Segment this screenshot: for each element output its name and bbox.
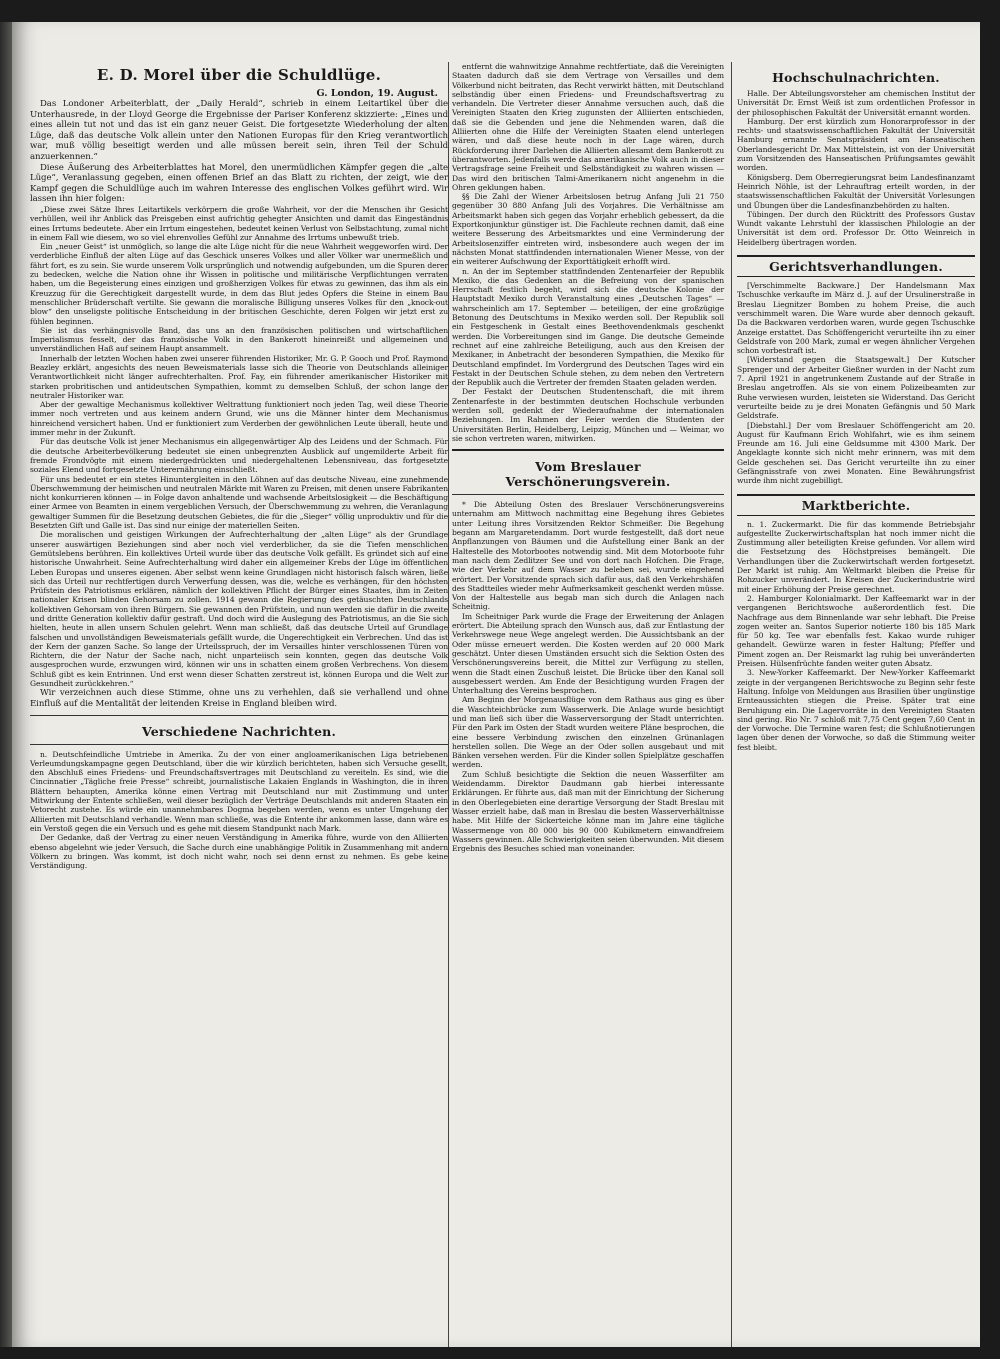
column-left [30, 62, 448, 870]
news-paragraph: [Diebstahl.] Der vom Breslauer Schöffengericht am 20. August für Kaufmann Erich Wohlfahrt, wie es ihm seinem Freunde am 16. Juli eine Geldsumme mit 4300 Mark. Der Angeklagte konnte sich nicht mehr erinnern, was mit dem Gelde geschehen sei. Das Gericht verurteilte ihn zu einer Gefängnisstrafe von zwei Monaten. Eine Bewährungsfrist wurde ihm nicht zugebilligt. [737, 420, 975, 486]
article-paragraph: Für das deutsche Volk ist jener Mechanismus ein allgegenwärtiger Alp des Leidens und der Schmach. Für die deutsche Arbeiterbevölkerung bedeutet sie einen unbegrenzten Ausblick auf ungemilderte Arbeit für fremde Frondvögte mit einem niedergedrückten und niedergehaltenen Lebensniveau, das fortgesetzte soziales Elend und fortgesetzte Unterernährung einschließt. [30, 437, 448, 475]
news-paragraph: Tübingen. Der durch den Rücktritt des Professors Gustav Wundt vakante Lehrstuhl der klassischen Philologie an der Universität ist dem ord. Professor Dr. Otto Weinreich in Heidelberg übertragen worden. [737, 209, 975, 247]
article-paragraph: „Diese zwei Sätze Ihres Leitartikels verkörpern die große Wahrheit, vor der die Menschen ihr Gesicht verhüllen, weil ihr Anblick das Preisgeben einst aufrichtig gehegter Ansichten und damit das Eingeständnis eines Irrtums bedeutete. Aber ein Irrtum eingestehen, bedeutet keinen Verlust von Selbstachtung, zumal nicht in einem Fall wie diesem, wo so viel ehrenvolles Gefühl zur Annahme des Irrtums unbewußt trieb. [30, 204, 448, 242]
section-heading: Vom Breslauer Verschönerungsverein. [505, 459, 671, 490]
news-paragraph: Der Gedanke, daß der Vertrag zu einer neuen Verständigung in Amerika führe, wurde von den Alliierten ebenso abgelehnt wie jeder Versuch, die Sache durch eine unabhängige Politik in Zusammenhang mit andern Völkern zu bringen. Was kommt, ist doch nicht wahr, noch sei denn ernst zu nehmen. Es gebe keine Verständigung. [30, 833, 448, 871]
newspaper-page [12, 22, 980, 1347]
news-paragraph: Halle. Der Abteilungsvorsteher am chemischen Institut der Universität Dr. Ernst Weiß ist zum ordentlichen Professor in der philosophischen Fakultät der Universität ernannt worden. [737, 89, 975, 117]
article-paragraph: Zum Schluß besichtigte die Sektion die neuen Wasserfilter am Weidendamm. Direktor Daudmann gab hierbei interessante Erklärungen. Er führte aus, daß man mit der Einrichtung der Sicherung in den Oberlegebieten eine derartige Versorgung der Stadt Breslau mit Wasser erzielt habe, daß man in Breslau die besten Wasserverhältnisse habe. Mit Hilfe der Sickerteiche könne man im Jahre eine tägliche Wassermenge von 80 000 bis 90 000 Kubikmetern einwandfreiem Wassers gewinnen. Alle Schwierigkeiten seien überwunden. Mit diesem Ergebnis des Besuches schied man voneinander. [452, 769, 724, 854]
article-paragraph: Im Scheitniger Park wurde die Frage der Erweiterung der Anlagen erörtert. Die Abteilung sprach den Wunsch aus, daß zur Entlastung der Verkehrswege neue Wege angelegt werden. Die Aussichtsbank an der Oder müsse erneuert werden. Die Kosten werden auf 20 000 Mark geschätzt. Unter diesen Umständen ersucht sich die Sektion Osten des Verschönerungsvereins bereit, die Mittel zur Verfügung zu stellen, wenn die Stadt einen Zuschuß leistet. Die Brücke über den Kanal soll ausgebessert werden. Am Ende der Besichtigung wurden Fragen der Unterhaltung des Vereins besprochen. [452, 611, 724, 696]
article-paragraph: Das Londoner Arbeiterblatt, der „Daily Herald“, schrieb in einem Leitartikel über die Unterhausrede, in der Lloyd George die Ergebnisse der Pariser Konferenz skizzierte: „Eines und eines allein tut not und das ist ein ganz neuer Geist. Die fortgesetzte Wiederholung der alten Lüge, daß das deutsche Volk allein unter den Nationen Europas für den Krieg verantwortlich war, muß völlig beseitigt werden und alle müssen bereit sein, ihren Teil der Schuld anzuerkennen.“ [30, 99, 448, 162]
news-paragraph: Hamburg. Der erst kürzlich zum Honorarprofessor in der rechts- und staatswissenschaftlichen Fakultät der Universität Hamburg ernannte Senatspräsident am Hanseatischen Oberlandesgericht Dr. Max Mittelstein, ist von der Universität zum Vorsitzenden des Hanseatischen Prüfungsamtes gewählt worden. [737, 116, 975, 173]
section-rule [30, 744, 448, 745]
article-paragraph: Innerhalb der letzten Wochen haben zwei unserer führenden Historiker, Mr. G. P. Gooch und Prof. Raymond Beazley erklärt, angesichts des neuen Beweismaterials lasse sich die Theorie von Deutschlands alleiniger Verantwortlichkeit nicht länger aufrechterhalten. Prof. Fay, ein führender amerikanischer Historiker mit starken probritischen und antideutschen Sympathien, kommt zu demselben Schluß, der schon lange der neutraler Historiker war. [30, 353, 448, 400]
column-middle [452, 62, 724, 853]
market-paragraph: n. 1. Zuckermarkt. Die für das kommende Betriebsjahr aufgestellte Zuckerwirtschaftsplan hat noch immer nicht die Zustimmung aller beteiligten Kreise gefunden. Vor allem wird die Festsetzung des Höchstpreises bemängelt. Die Verhandlungen über die Zuckerwirtschaft werden fortgesetzt. Der Markt ist ruhig. Am Weltmarkt bleiben die Preise für Rohzucker unverändert. In Kreisen der Zuckerindustrie wird mit einer Erhöhung der Preise gerechnet. [737, 519, 975, 594]
section-heading: Marktberichte. [737, 494, 975, 516]
column-right [737, 62, 975, 752]
article-headline: E. D. Morel über die Schuldlüge. [96, 66, 382, 84]
article-paragraph: Für uns bedeutet er ein stetes Hinuntergleiten in den Löhnen auf das deutsche Niveau, eine zunehmende Überschwemmung der heimischen und neutralen Märkte mit Waren zu Preisen, mit denen unsere Fabrikanten nicht konkurrieren können — in Folge davon anhaltende und wachsende Arbeitslosigkeit — die Beschäftigung einer Armee von Beamten in einem vergeblichen Versuch, der Überschwemmung zu wehren, die Veranlagung gewaltiger Summen für die Besetzung deutschen Gebietes, die für die „Sieger“ völlig unproduktiv und für die Besetzten Gift und Galle ist. Das sind nur einige der materiellen Seiten. [30, 474, 448, 531]
section-heading: Hochschulnachrichten. [772, 70, 940, 85]
section-heading: Gerichtsverhandlungen. [737, 255, 975, 277]
news-paragraph: §§ Die Zahl der Wiener Arbeitslosen betrug Anfang Juli 21 750 gegenüber 30 880 Anfang Juli des Vorjahres. Die Verhältnisse am Arbeitsmarkt haben sich gegen das Vorjahr erheblich gebessert, da die Exportkonjunktur günstiger ist. Die Fachleute rechnen damit, daß eine weitere Besserung des Arbeitsmarktes und eine Verminderung der Arbeitslosenziffer eintreten wird, insbesondere auch wegen der im nächsten Monat stattfindenden internationalen Wiener Messe, von der ein weiterer Aufschwung der Exporttätigkeit erhofft wird. [452, 192, 724, 267]
section-rule [452, 494, 724, 495]
article-paragraph: * Die Abteilung Osten des Breslauer Verschönerungsvereins unternahm am Mittwoch nachmittag eine Begehung ihres Gebietes unter Leitung ihres Vorsitzenden Rektor Schmeißer. Die Begehung begann am Margaretendamm. Dort wurde festgestellt, daß dort neue Anpflanzungen von Bäumen und die Aufstellung einer Bank an der Haltestelle des Motorbootes notwendig sind. Mit dem Motorboote fuhr man nach dem Zedlitzer See und von dort nach Hofchen. Die Frage, wie der Verkehr auf dem Wasser zu beleben sei, wurde eingehend erörtert. Der Vorsitzende sprach sich dafür aus, daß den Verkehrshäfen des Stadtteiles wieder mehr Aufmerksamkeit geschenkt werden müsse. Von der Haltestelle aus begab man sich durch die Anlagen nach Scheitnig. [452, 500, 724, 612]
section-rule [30, 715, 448, 716]
article-paragraph: Aber der gewaltige Mechanismus kollektiver Weltrattung funktioniert noch jeden Tag, weil diese Theorie immer noch vertreten und aus keinem andern Grund, wie uns die Männer hinter dem Mechanismus hinreichend versichert haben. Und er funktioniert zum Verderben der gewöhnlichen Leute überall, heute und immer mehr in der Zukunft. [30, 400, 448, 438]
article-paragraph: Ein „neuer Geist“ ist unmöglich, so lange die alte Lüge nicht für die neue Wahrheit weggeworfen wird. Der verderbliche Einfluß der alten Lüge auf das Geschick unseres Volkes und aller Völker war unermeßlich und fährt fort, es zu sein. Sie wurde unserem Volk ursprünglich und notwendig aufgebunden, um die Spuren derer zu bedecken, welche die Nation ohne ihr Wissen in politische und militärische Verpflichtungen verraten haben, um die Begeisterung eines einzigen und großherzigen Volkes für etwas zu gewinnen, das ihm als ein Kreuzzug für die Gerechtigkeit dargestellt wurde, in dem das Blut jedes Opfers die Steine in einem Bau menschlicher Brüderschaft vertilte. Sie gewann die moralische Billigung unseres Volkes für den „knock-out blow“ den unseligste politische Entscheidung in der britischen Geschichte, deren Folgen wir jetzt erst zu fühlen beginnen. [30, 242, 448, 326]
news-paragraph: Königsberg. Dem Oberregierungsrat beim Landesfinanzamt Heinrich Nöhle, ist der Lehrauftrag erteilt worden, in der staatswissenschaftlichen Fakultät der Universität Vorlesungen und Übungen über die Landesfinanzbehörden zu halten. [737, 172, 975, 210]
news-paragraph: [Widerstand gegen die Staatsgewalt.] Der Kutscher Sprenger und der Arbeiter Gießner wurden in der Nacht zum 7. April 1921 in angetrunkenem Zustande auf der Straße in Breslau angetroffen. Als sie von einem Polizeibeamten zur Ruhe verwiesen wurden, leisteten sie Widerstand. Das Gericht verurteilte beide zu je drei Monaten Gefängnis und 50 Mark Geldstrafe. [737, 355, 975, 421]
market-paragraph: 2. Hamburger Kolonialmarkt. Der Kaffeemarkt war in der vergangenen Berichtswoche außerordentlich fest. Die Nachfrage aus dem Binnenlande war sehr lebhaft. Die Preise zogen weiter an. Santos Superior notierte 180 bis 185 Mark für 50 kg. Tee war ebenfalls fest. Kakao wurde ruhiger gehandelt. Gewürze waren in fester Haltung; Pfeffer und Piment zogen an. Der Reismarkt lag ruhig bei unveränderten Preisen. Hülsenfrüchte fanden weiter guten Absatz. [737, 593, 975, 669]
article-paragraph: Wir verzeichnen auch diese Stimme, ohne uns zu verhehlen, daß sie verhallend und ohne Einfluß auf die Mentalität der leitenden Kreise in England bleiben wird. [30, 688, 448, 709]
column-divider [731, 62, 732, 1347]
column-divider [448, 62, 449, 1347]
section-heading: Verschiedene Nachrichten. [141, 723, 337, 739]
news-paragraph: [Verschimmelte Backware.] Der Handelsmann Max Tschuschke verkaufte im März d. J. auf der Ursulinerstraße in Breslau Liegnitzer Bomben zu hohem Preise, die auch verschimmelt waren. Die Ware wurde aber dennoch gekauft. Da die Backwaren verdorben waren, wurde gegen Tschuschke Anzeige erstattet. Das Schöffengericht verurteilte ihn zu einer Geldstrafe von 200 Mark, zumal er wegen ähnlicher Vergehen schon vorbestraft ist. [737, 281, 975, 356]
news-paragraph: entfernt die wahnwitzige Annahme rechtfertiate, daß die Vereinigten Staaten dadurch daß sie dem Vertrage von Versailles und dem Völkerbund nicht beitraten, das Recht verwirkt hätten, mit Deutschland selbständig über einen Friedens- und Freundschaftsvertrag zu verhandeln. Die Vertreter dieser Annahme versuchen auch, daß die Vereinigten Staaten den Krieg zugunsten der Alliierten entschieden, daß sie die Gebenden und jene die Nehmenden waren, daß die Alliierten ohne die Hilfe der Vereinigten Staaten elend unterlegen wären, und daß diese heute noch in der Lage wären, durch Rückforderung ihrer Darlehen die Alliierten allesamt dem Bankerott zu überantworten. Jedenfalls werde das amerikanische Volk auch in dieser Vertragsfrage seine Freiheit und Selbständigkeit zu wahren wissen — Das wird den britischen Talmi-Amerikanern nicht angenehm in die Ohren geklungen haben. [452, 62, 724, 192]
market-paragraph: 3. New-Yorker Kaffeemarkt. Der New-Yorker Kaffeemarkt zeigte in der vergangenen Berichtswoche zu Beginn sehr feste Haltung. Infolge von Meldungen aus Brasilien über ungünstige Ernteaussichten stiegen die Preise. Später trat eine Beruhigung ein. Die Lagervorräte in den Vereinigten Staaten sind gering. Rio Nr. 7 schloß mit 7,75 Cent gegen 7,60 Cent in der Vorwoche. Die Termine waren fest; die Schlußnotierungen lagen über denen der Vorwoche, so daß die Stimmung weiter fest bleibt. [737, 668, 975, 752]
article-paragraph: Diese Äußerung des Arbeiterblattes hat Morel, den unermüdlichen Kämpfer gegen die „alte Lüge“, Veranlassung gegeben, einen offenen Brief an das Blatt zu richten, der zeigt, wie der Kampf gegen die Schuldlüge auch im wahren Interesse des englischen Volkes geführt wird. Wir lassen ihn hier folgen: [30, 162, 448, 205]
article-paragraph: Am Beginn der Morgenausflüge von dem Rathaus aus ging es über die Waschteichbrücke zum Wasserwerk. Die Anlage wurde besichtigt und man ließ sich über die Wasserversorgung der Stadt unterrichten. Für den Park im Osten der Stadt wurden weitere Pläne besprochen, die eine bessere Verbindung zwischen den einzelnen Grünanlagen herstellen sollen. Die Wege an der Oder sollen ausgebaut und mit Bänken versehen werden. Für die Kinder sollen Spielplätze geschaffen werden. [452, 695, 724, 770]
section-rule [452, 449, 724, 451]
article-dateline: G. London, 19. August. [316, 88, 438, 99]
news-paragraph: Der Festakt der Deutschen Studentenschaft, die mit ihrem Zentenarfeste in der bestimmten deutschen Hochschule verbunden werden soll, gedenkt der Wiederaufnahme der internationalen Beziehungen. Im Rahmen der Feier werden die Studenten der Universitäten Berlin, Heidelberg, Leipzig, München und — Weimar, wo sie schon vertreten waren, mitwirken. [452, 387, 724, 443]
news-paragraph: n. An der im September stattfindenden Zentenarfeier der Republik Mexiko, die das Gedenken an die Befreiung von der spanischen Herrschaft festlich begeht, wird sich die deutsche Kolonie der Hauptstadt Mexiko durch Veranstaltung eines „Deutschen Tages“ — wahrscheinlich am 17. September — beteiligen, der eine großzügige Betonung des Deutschtums in Mexiko werden soll. Der Republik soll ein Festgeschenk in Gestalt eines Beethovendenkmals geschenkt werden. Die Vorbereitungen sind im Gange. Die deutsche Gemeinde rechnet auf eine zahlreiche Beteiligung, auch aus den Kreisen der Mexikaner, in Anbetracht der besonderen Sympathien, die Mexiko für Deutschland empfindet. Im Vordergrund des Deutschen Tages wird ein Festakt in der Deutschen Schule stehen, zu dem neben den Vertretern der Republik auch die Vertreter der fremden Staaten geladen werden. [452, 266, 724, 388]
news-paragraph: n. Deutschfeindliche Umtriebe in Amerika. Zu der von einer angloamerikanischen Liga betriebenen Verleumdungskampagne gegen Deutschland, über die wir kürzlich berichteten, haben sich Versuche gesellt, den Abschluß eines Friedens- und Freundschaftsvertrages mit Deutschland zu vereiteln. Es sind, wie die Cincinnatier „Tägliche freie Presse“ schreibt, journalistische Lakaien Englands in Washington, die in ihren Blättern behaupten, Amerika könne einen Vertrag mit Deutschland nur mit Zustimmung und unter Mitwirkung der Entente schließen, weil dieser bezüglich der Verträge Deutschlands mit anderen Staaten ein Vetorecht zustehe. Es würde ein unannehmbares Dogma begeben werden, wenn es unter Umgehung der Alliierten mit Deutschland verhandle. Wenn man schließe, was die Entente ihr ankommen lasse, dann wäre es ein Verstoß gegen die ein Versuch und es gehe mit diesem Standpunkt nach Mark. [30, 749, 448, 833]
article-paragraph: Die moralischen und geistigen Wirkungen der Aufrechterhaltung der „alten Lüge“ als der Grundlage unserer auswärtigen Beziehungen sind aber noch viel verderblicher, da sie die Tiefen menschlichen Gemütslebens berühren. Ein kollektives Urteil wurde über das deutsche Volk gefällt. Es gründet sich auf eine historische Unwahrheit. Seine Aufrechterhaltung wird daher ein allgemeiner Krebs der Lüge im öffentlichen Leben Europas und unseres eigenen. Aber selbst wenn keine Grundlagen nicht historisch falsch wären, ließe sich das Urteil nur rechtfertigen durch Verwerfung dessen, was die, welche es verhängen, für den höchsten Prüfstein des Patriotismus erklären, nämlich der kollektiven Pflicht der Bürger eines Staates, ihm in Zeiten nationaler Krisen blinden Gehorsam zu zollen. 1914 gewann die Regierung des getäuschten Deutschlands kollektiven Gehorsam von ihren Bürgern. Sie gewannen den Prüfstein, und nun werden sie dafür in die zweite und dritte Generation kollektiv dafür gestraft. Und doch wird die Auslegung des Patriotismus, an die Sie sich hielten, heute in allen unsern Schulen gelehrt. Wenn man schließt, daß das deutsche Urteil auf Grundlage falschen und unvollständigen Beweismaterials gefällt wurde, die Ungerechtigkeit ein Verbrechen. Und das ist der Kern der ganzen Sache. So lange der Urteilsspruch, der im Versailles hinter verschlossenen Türen von Richtern, die der Natur der Sache nach, nicht unparteiisch sein konnten, gegen das deutsche Volk ausgesprochen wurde, erzwungen wird, können wir uns in schatten einem großen Verbrechens. Von diesem Schluß gibt es kein Entrinnen. Und erst wenn dieser Schatten zerstreut ist, können Europa und die Welt zur Gesundheit zurückkehren.“ [30, 530, 448, 689]
article-paragraph: Sie ist das verhängnisvolle Band, das uns an den französischen politischen und wirtschaftlichen Imperialismus fesselt, der das französische Volk in den Bankerott hineinreißt und allgemeinen und unverständlichen Haß auf seinem Haupt ansammelt. [30, 325, 448, 354]
